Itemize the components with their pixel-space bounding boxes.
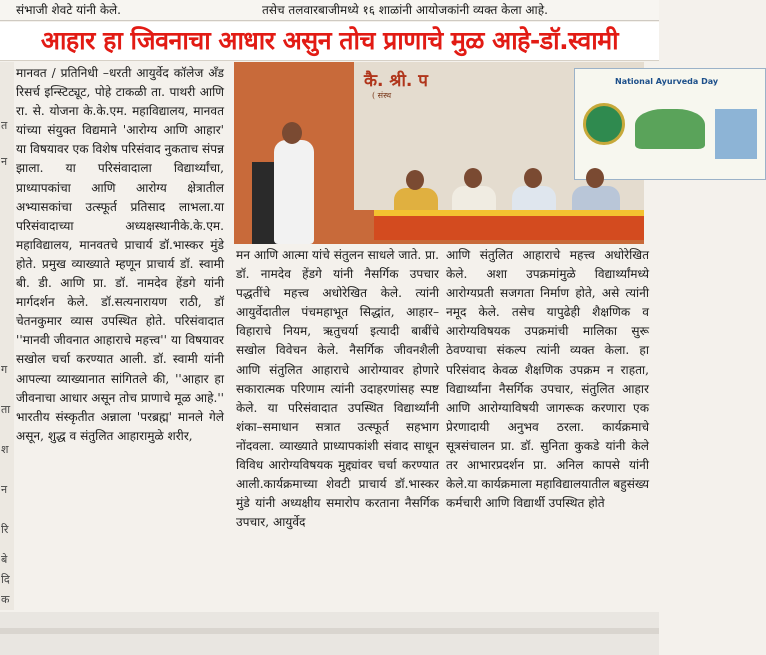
strip-right-text: तसेच तलवारबाजीमध्ये १६ शाळांनी आयोजकांनी व्यक्त केला आहे. [262,3,548,17]
top-strip [0,0,659,21]
margin-fragment: ता [1,403,11,416]
margin-fragment: त [1,119,8,132]
speaker-head [282,122,302,144]
article-column-3 [446,246,649,513]
margin-fragment: ग [1,363,8,376]
event-photo [234,62,719,244]
column-2-text: मन आणि आत्मा यांचे संतुलन साधले जाते. प्रा. डॉ. नामदेव हेंडगे यांनी नैसर्गिक उपचार पद्धतींचे महत्त्व अधोरेखित केले. त्यांनी आयुर्वेदातील पंचमहाभूत सिद्धांत, आहार–विहाराचे नियम, ऋतुचर्या इत्यादी बाबींचे सखोल विवेचन केले. नैसर्गिक जीवनशैली आणि संतुलित आहाराचे आरोग्यावर होणारे सकारात्मक परिणाम त्यांनी उदाहरणांसह स्पष्ट केले. या परिसंवादात उपस्थित विद्यार्थ्यांनी शंका–समाधान सत्रात उत्स्फूर्त सहभाग नोंदवला. व्याख्याते प्राध्यापकांशी संवाद साधून विविध आरोग्यविषयक मुद्द्यांवर चर्चा करण्यात आली.कार्यक्रमाच्या शेवटी प्राचार्य डॉ.भास्कर मुंडे यांनी अध्यक्षीय समारोप करताना नैसर्गिक उपचार, आयुर्वेद [236,248,439,530]
left-margin-clipping [0,62,14,610]
margin-fragment: दि [1,573,10,586]
bottom-rule [0,628,659,634]
margin-fragment: क [1,593,10,606]
margin-fragment: श [1,443,9,456]
headline: आहार हा जिवनाचा आधार असुन तोच प्राणाचे मुळ आहे-डॉ.स्वामी [0,22,659,61]
guest-head [524,168,542,188]
article-column-1 [16,64,224,446]
stage-table [374,210,644,240]
guest-head [586,168,604,188]
table-trim [374,210,644,216]
margin-fragment: रि [1,523,9,536]
poster-title: National Ayurveda Day [615,77,719,86]
column-1-text: मानवत / प्रतिनिधी –धरती आयुर्वेद कॉलेज अँड रिसर्च इन्स्टिट्यूट, पोहे टाकळी ता. पाथरी आणि रा. से. योजना के.के.एम. महाविद्यालय, मानवत यांच्या संयुक्त विद्यमाने 'आरोग्य आणि आहार' या विषयावर एक विशेष परिसंवाद नुकताच संपन्न झाला. या परिसंवादाला विद्यार्थ्यांचा, प्राध्यापकांचा आणि आरोग्य क्षेत्रातील अभ्यासकांचा उत्स्फूर्त प्रतिसाद लाभला.या परिसंवादाच्या अध्यक्षस्थानीके.के.एम. महाविद्यालय, मानवतचे प्राचार्य डॉ.भास्कर मुंडे होते. प्रमुख व्याख्याते म्हणून प्राचार्य डॉ. स्वामी बी. डी. आणि प्रा. डॉ. नामदेव हेंडगे यांनी मार्गदर्शन केले. डॉ.सत्यनारायण राठी, डॉ चेतनकुमार व्यास उपस्थित होते. परिसंवादात ''मानवी जीवनात आहाराचे महत्त्व'' या विषयावर सखोल चर्चा करण्यात आली. डॉ. स्वामी यांनी आपल्या व्याख्यानात सांगितले की, ''आहार हा जीवनाचा आधार असून तोच प्राणाचे मूळ आहे.'' भारतीय संस्कृतीत अन्नाला 'परब्रह्म' मानले गेले असून, शुद्ध व संतुलित आहारामुळे शरीर, [16,66,224,443]
crowd-illustration [715,109,757,159]
guest-head [406,170,424,190]
banner-title: कै. श्री. प [364,71,428,91]
column-3-text: आणि संतुलित आहाराचे महत्त्व अधोरेखित केले. अशा उपक्रमांमुळे विद्यार्थ्यांमध्ये आरोग्यप्रती सजगता निर्माण होते, असे त्यांनी नमूद केले. तसेच यापुढेही शैक्षणिक व आरोग्यविषयक उपक्रमांची मालिका सुरू ठेवण्याचा संकल्प त्यांनी व्यक्त केला. हा परिसंवाद केवळ शैक्षणिक उपक्रम न राहता, विद्यार्थ्यांना नैसर्गिक उपचार, संतुलित आहार आणि आरोग्याविषयी जागरूक करणारा एक प्रेरणादायी अनुभव ठरला. कार्यक्रमाचे सूत्रसंचालन प्रा. डॉ. सुनिता कुकडे यांनी केले तर आभारप्रदर्शन प्रा. अनिल कापसे यांनी केले.या कार्यक्रमाला महाविद्यालयातील बहुसंख्य कर्मचारी आणि विद्यार्थी उपस्थित होते [446,248,649,511]
guest-head [464,168,482,188]
banner-subtitle: ( संस्थ [372,91,392,100]
bottom-margin [0,612,659,655]
speaker-figure [274,140,314,244]
strip-left-text: संभाजी शेवटे यांनी केले. [16,3,121,17]
college-logo-icon [583,103,625,145]
ayurveda-day-poster [574,68,766,180]
plant-illustration [635,109,705,149]
margin-fragment: न [1,155,8,168]
article-column-2 [236,246,439,532]
margin-fragment: बे [1,553,8,566]
margin-fragment: न [1,483,8,496]
